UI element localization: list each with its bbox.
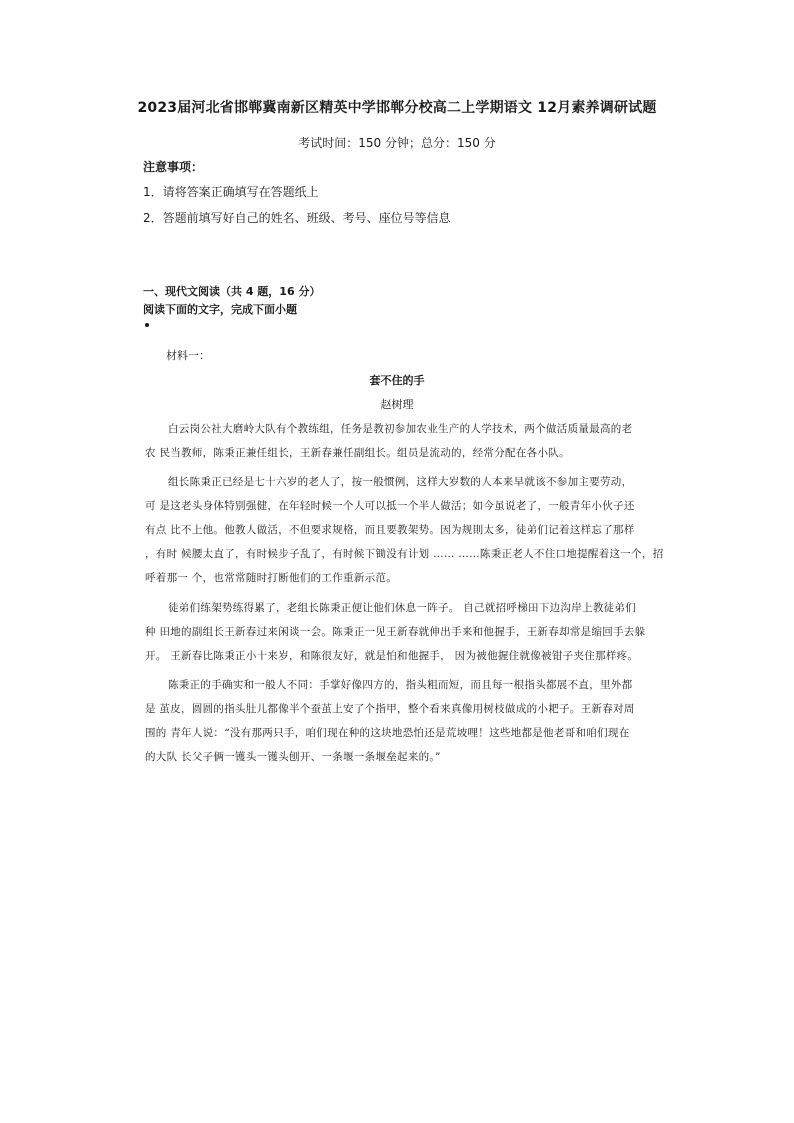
material-label: 材料一： xyxy=(166,349,210,362)
passage-line: 徒弟们练架势练得累了，老组长陈秉正便让他们休息一阵子。 自己就招呼梯田下边沟岸上教徒弟们 xyxy=(168,602,637,614)
passage-line: 开。 王新春比陈秉正小十来岁，和陈很友好，就是怕和他握手， 因为被他握住就像被钳子夹住那样疼。 xyxy=(145,650,639,662)
passage-line: 呼着那一 个，也常常随时打断他们的工作重新示范。 xyxy=(145,572,398,584)
passage-line: 陈秉正的手确实和一般人不同：手掌好像四方的，指头粗而短，而且每一根指头都展不直，里外都 xyxy=(168,679,633,691)
passage-line: 有点 比不上他。他教人做活，不但要求规格，而且要教架势。因为规則太多，徒弟们记着这样忘了那样 xyxy=(145,524,635,536)
section-instruction: 阅读下面的文字，完成下面小题 xyxy=(143,303,297,316)
notice-item: 2．答题前填写好自己的姓名、班级、考号、座位号等信息 xyxy=(143,211,451,225)
passage-line: 是 茧皮，圆圆的指头肚儿都像半个蚕茧上安了个指甲，整个看来真像用树枝做成的小耙子。王新春对周 xyxy=(145,703,635,715)
notice-heading: 注意事项： xyxy=(143,160,204,174)
exam-title: 2023届河北省邯郸冀南新区精英中学邯郸分校高二上学期语文 12月素养调研试题 xyxy=(137,100,657,116)
passage-line: 农 民当教师，陈秉正兼任组长，王新春兼任副组长。组员是流动的，经常分配在各小队。 xyxy=(145,447,570,459)
story-title: 套不住的手 xyxy=(369,374,425,387)
notice-item: 1．请将答案正确填写在答题纸上 xyxy=(143,185,319,199)
passage-line: 的大队 长父子俩一镬头一镬头刨开、一条堰一条堰垒起来的。” xyxy=(145,751,441,763)
passage-line: 可 是这老头身体特别强健，在年轻时候一个人可以抵一个半人做活；如今虽说老了，一般青年小伙子还 xyxy=(145,500,635,512)
passage-line: 围的 青年人说：“没有那两只手，咱们现在种的这块地恐怕还是荒坡哩！这些地都是他老哥和咱们现在 xyxy=(145,727,630,739)
exam-time-and-score: 考试时间：150 分钟；总分：150 分 xyxy=(298,136,496,150)
passage-line: 组长陈秉正已经是七十六岁的老人了，按一般惯例，这样大岁数的人本来早就该不参加主要劳动， xyxy=(168,476,633,488)
passage-line: ，有时 候腰太直了，有时候步子乱了，有时候下锄没有计划 …… ……陈秉正老人不住口地提醒着这一个，招 xyxy=(145,548,664,560)
passage-line: 种 田地的副组长王新春过来闲谈一会。陈秉正一见王新春就伸出手来和他握手，王新春却常是缩回手去躲 xyxy=(145,626,646,638)
story-author: 赵树理 xyxy=(380,398,414,411)
passage-line: 白云岗公社大磨岭大队有个教练组，任务是教初参加农业生产的人学技术，两个做活质量最高的老 xyxy=(168,423,633,435)
bullet-icon xyxy=(145,323,149,327)
section-title: 一、现代文阅读（共 4 题，16 分） xyxy=(143,285,321,298)
